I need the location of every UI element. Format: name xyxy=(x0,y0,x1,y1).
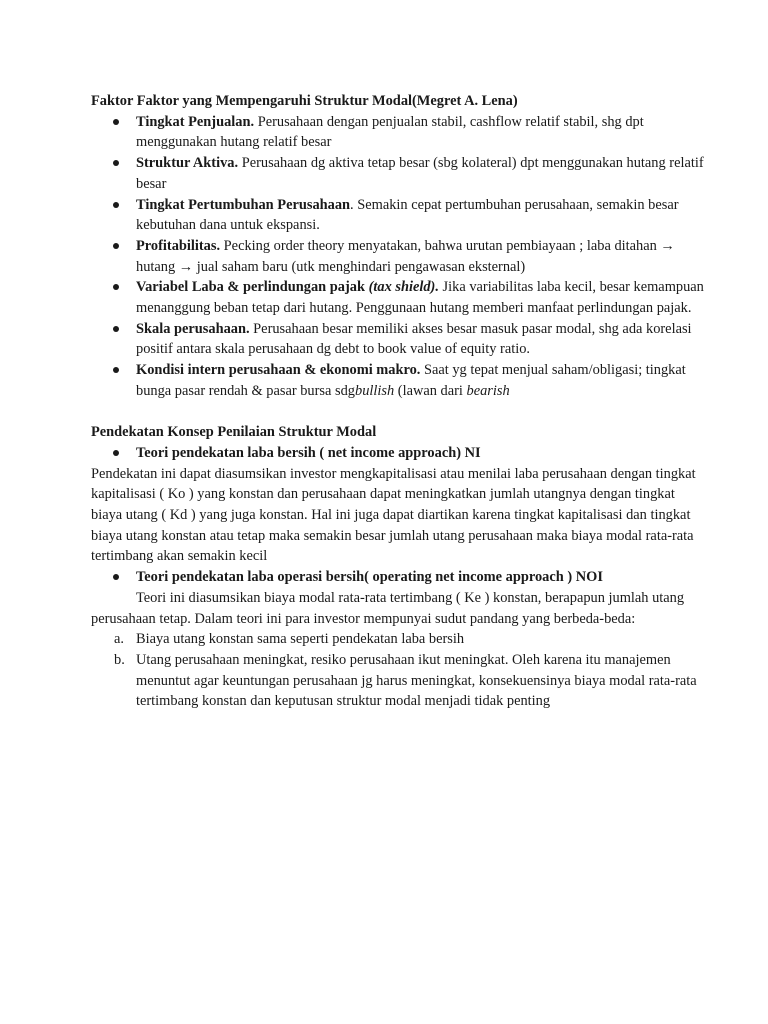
list-item xyxy=(91,650,708,712)
item-text: Perusahaan dengan penjualan stabil, cashflow relatif stabil, shg dpt menggunakan hutang relatif besar xyxy=(136,113,644,151)
item-text: Biaya utang konstan sama seperti pendekatan laba bersih xyxy=(136,631,465,648)
item-label: Skala perusahaan. xyxy=(136,320,250,337)
bullet-icon xyxy=(113,243,119,249)
noi-heading: Teori pendekatan laba operasi bersih( operating net income approach ) NOI xyxy=(136,569,603,586)
item-label: Tingkat Pertumbuhan Perusahaan xyxy=(136,196,351,213)
item-label: Variabel Laba & perlindungan pajak xyxy=(136,279,369,296)
item-text: Perusahaan dg aktiva tetap besar (sbg kolateral) dpt menggunakan hutang relatif besar xyxy=(136,155,704,192)
bullet-icon xyxy=(113,202,119,208)
bullet-icon xyxy=(113,574,119,580)
list-item xyxy=(91,112,708,153)
item-label: Kondisi intern perusahaan & ekonomi makro. xyxy=(136,362,421,379)
item-text: Jika variabilitas laba kecil, besar kemampuan menanggung beban tetap dari hutang. Penggunaan hutang memberi manfaat perlindungan pajak. xyxy=(136,279,704,317)
item-text: Perusahaan besar memiliki akses besar masuk pasar modal, shg ada korelasi positif antara skala perusahaan dg debt to book value of equity ratio. xyxy=(136,320,692,358)
item-label: Tingkat Penjualan. xyxy=(136,113,255,130)
noi-alpha-list xyxy=(91,629,708,712)
bullet-icon xyxy=(113,367,119,373)
ni-bullet-list xyxy=(91,443,708,464)
item-text: (lawan dari xyxy=(394,382,467,399)
item-text-italic: bearish xyxy=(466,382,510,399)
list-item xyxy=(91,629,708,650)
list-item xyxy=(91,567,708,588)
item-text: . Semakin cepat pertumbuhan perusahaan, semakin besar kebutuhan dana untuk ekspansi. xyxy=(136,196,679,234)
item-label-italic: (tax shield). xyxy=(368,279,439,296)
item-text: Pecking order theory menyatakan, bahwa urutan pembiayaan ; laba ditahan → hutang → jual saham baru (utk menghindari pengawasan eksternal) xyxy=(136,237,675,275)
list-marker: a. xyxy=(114,631,124,648)
list-item xyxy=(91,360,708,401)
item-text: Saat yg tepat menjual saham/obligasi; tingkat bunga pasar rendah & pasar bursa sdg xyxy=(136,362,686,399)
list-marker: b. xyxy=(114,651,125,668)
item-text: Utang perusahaan meningkat, resiko perusahaan ikut meningkat. Oleh karena itu manajemen menuntut agar keuntungan perusahaan jg harus meningkat, konsekuensinya biaya modal rata-rata tertimbang konstan dan keputusan struktur modal menjadi tidak penting xyxy=(136,651,697,710)
section-title-pendekatan: Pendekatan Konsep Penilaian Struktur Modal xyxy=(91,424,377,441)
list-item xyxy=(91,277,708,318)
section-title-faktor: Faktor Faktor yang Mempengaruhi Struktur Modal(Megret A. Lena) xyxy=(91,93,518,109)
noi-paragraph: Teori ini diasumsikan biaya modal rata-rata tertimbang ( Ke ) konstan, berapapun jumlah utang perusahaan tetap. Dalam teori ini para investor mempunyai sudut pandang yang berbeda-beda: xyxy=(91,589,685,627)
list-item xyxy=(91,236,708,277)
ni-heading: Teori pendekatan laba bersih ( net income approach) NI xyxy=(136,444,481,461)
bullet-icon xyxy=(113,119,119,125)
ni-paragraph: Pendekatan ini dapat diasumsikan investor mengkapitalisasi atau menilai laba perusahaan dengan tingkat kapitalisasi ( Ko ) yang konstan dan perusahaan dapat meningkatkan jumlah utangnya dengan tingkat biaya utang ( Kd ) yang juga konstan. Hal ini juga dapat diartikan karena tingkat kapitalisasi dan tingkat biaya utang konstan atau tetap maka semakin besar jumlah utang perusahaan maka biaya modal rata-rata tertimbang akan semakin kecil xyxy=(91,465,696,565)
spacer xyxy=(91,402,708,423)
bullet-icon xyxy=(113,326,119,332)
item-label: Struktur Aktiva. xyxy=(136,155,239,172)
bullet-icon xyxy=(113,284,119,290)
bullet-icon xyxy=(113,450,119,456)
list-item xyxy=(91,153,708,194)
faktor-list xyxy=(91,112,708,402)
item-label: Profitabilitas. xyxy=(136,237,221,254)
list-item xyxy=(91,443,708,464)
list-item xyxy=(91,195,708,236)
list-item xyxy=(91,319,708,360)
bullet-icon xyxy=(113,160,119,166)
noi-bullet-list xyxy=(91,567,708,588)
item-text-italic: bullish xyxy=(355,382,395,399)
